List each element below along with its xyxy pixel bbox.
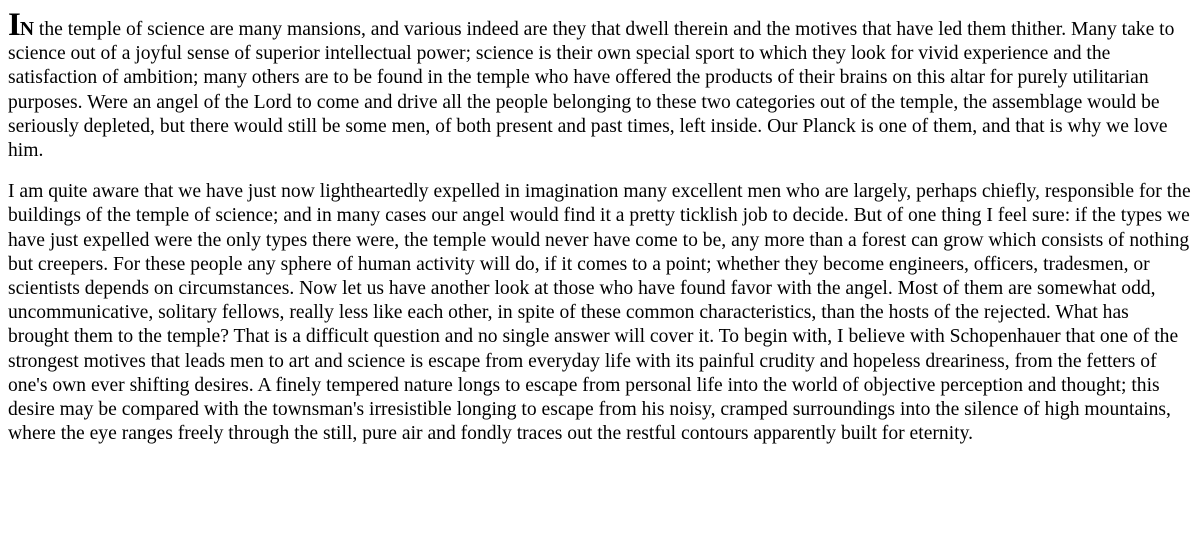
lead-small-caps: N [19, 19, 34, 40]
paragraph-2: I am quite aware that we have just now lightheartedly expelled in imagination many excellent men who are largely, perhaps chiefly, responsible for the buildings of the temple of science; and in many cases our angel would find it a pretty ticklish job to decide. But of one thing I feel sure: if the types we have just expelled were the only types there were, the temple would never have come to be, any more than a forest can grow which consists of nothing but creepers. For these people any sphere of human activity will do, if it comes to a point; whether they become engineers, officers, tradesmen, or scientists depends on circumstances. Now let us have another look at those who have found favor with the angel. Most of them are somewhat odd, uncommunicative, solitary fellows, really less like each other, in spite of these common characteristics, than the hosts of the rejected. What has brought them to the temple? That is a difficult question and no single answer will cover it. To begin with, I believe with Schopenhauer that one of the strongest motives that leads men to art and science is escape from everyday life with its painful crudity and hopeless dreariness, from the fetters of one's own ever shifting desires. A finely tempered nature longs to escape from personal life into the world of objective perception and thought; this desire may be compared with the townsman's irresistible longing to escape from his noisy, cramped surroundings into the silence of high mountains, where the eye ranges freely through the still, pure air and fondly traces out the restful contours apparently built for eternity. [8, 181, 1191, 445]
drop-cap: I [8, 7, 20, 43]
paragraph-1-body: the temple of science are many mansions, and various indeed are they that dwell therein and the motives that have led them thither. Many take to science out of a joyful sense of superior intellectual power; science is their own special sport to which they look for vivid experience and the satisfaction of ambition; many others are to be found in the temple who have offered the products of their brains on this altar for purely utilitarian purposes. Were an angel of the Lord to come and drive all the people belonging to these two categories out of the temple, the assemblage would be seriously depleted, but there would still be some men, of both present and past times, left inside. Our Planck is one of them, and that is why we love him. [8, 19, 1175, 162]
paragraph-1 [8, 7, 1192, 163]
